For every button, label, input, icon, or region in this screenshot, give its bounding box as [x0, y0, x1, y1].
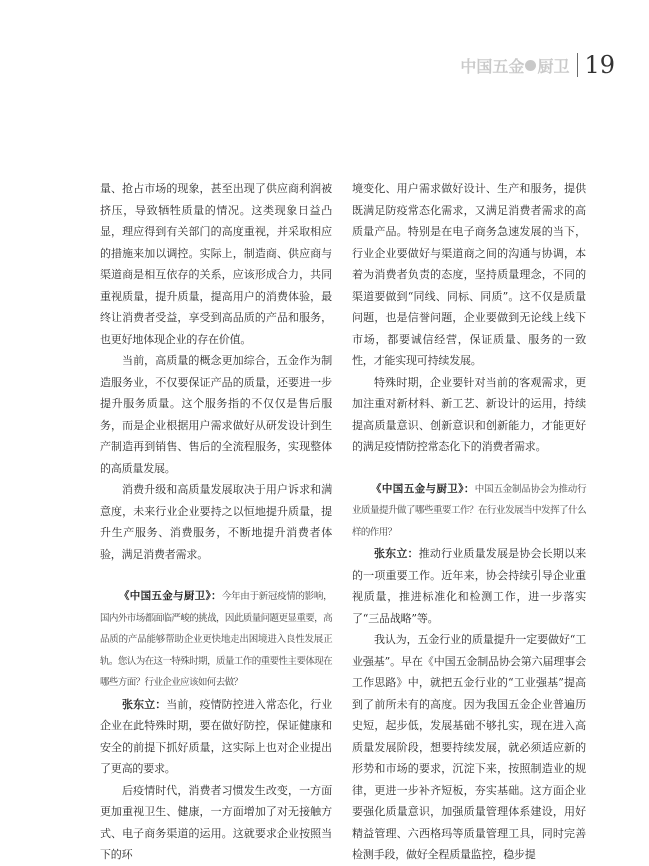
- left-column: [100, 178, 332, 866]
- answer-1: [100, 694, 332, 780]
- page-number: 19: [584, 51, 615, 79]
- logo-text-b: 厨卫: [537, 56, 570, 76]
- page-header: [460, 50, 615, 80]
- right-paragraph-2: 特殊时期，企业要针对当前的客观需求，更加注重对新材料、新工艺、新设计的运用，持续提高质量意识、创新意识和创新能力，才能更好的满足疫情防控常态化下的消费者需求。: [352, 375, 586, 453]
- right-paragraph-3: 我认为，五金行业的质量提升一定要做好“工业强基”。早在《中国五金制品协会第六届理事会工作思路》中，就把五金行业的“工业强基”提高到了前所未有的高度。因为我国五金企业普遍历史短，起步低，发展基础不够扎实，现在进入高质量发展阶段，想要持续发展，就必须适应新的形势和市场的要求，沉淀下来，按照制造业的规律，更进一步补齐短板，夯实基础。这方面企业要强化质量意识，加强质量管理体系建设，用好精益管理、六西格玛等质量管理工具，同时完善检测手段，做好全程质量监控，稳步提: [352, 633, 586, 861]
- question-1-label: 《中国五金与厨卫》：: [119, 590, 222, 602]
- answer-1-speaker: 张东立：: [122, 697, 167, 711]
- question-2: [352, 479, 586, 544]
- question-2-label: 《中国五金与厨卫》：: [371, 482, 475, 495]
- spacer: [352, 458, 586, 479]
- left-paragraph-1: 量、抢占市场的现象，甚至出现了供应商利润被挤压，导致牺牲质量的情况。这类现象日益凸显，理应得到有关部门的高度重视，并采取相应的措施来加以调控。实际上，制造商、供应商与渠道商是相互依存的关系，应该形成合力，共同重视质量，提升质量，提高用户的消费体验，最终让消费者受益，享受到高品质的产品和服务，也更好地体现企业的存在价值。: [100, 182, 332, 346]
- logo-text-a: 中国五金: [460, 56, 525, 76]
- header-divider: [577, 53, 578, 77]
- right-column: [352, 178, 586, 866]
- left-paragraph-4: 后疫情时代，消费者习惯发生改变，一方面更加重视卫生、健康，一方面增加了对无接触方式、电子商务渠道的运用。这就要求企业按照当下的环: [100, 783, 332, 861]
- left-paragraph-2: 当前，高质量的概念更加综合，五金作为制造服务业，不仅要保证产品的质量，还要进一步提升服务质量。这个服务指的不仅仅是售后服务，而是企业根据用户需求做好从研发设计到生产制造再到销售、售后的全流程服务，实现整体的高质量发展。: [100, 354, 332, 475]
- logo-dot-icon: [525, 60, 536, 71]
- question-1-text: 今年由于新冠疫情的影响，国内外市场都面临严峻的挑战，因此质量问题更显重要，高品质的产品能够帮助企业更快地走出困境进入良性发展正轨。您认为在这一特殊时期，质量工作的重要性主要体现在哪些方面？行业企业应该如何去做？: [100, 591, 333, 688]
- answer-1-text: 当前，疫情防控进入常态化，行业企业在此特殊时期，要在做好防控，保证健康和安全的前提下抓好质量，这实际上也对企业提出了更高的要求。: [100, 697, 332, 775]
- answer-2-speaker: 张东立：: [374, 547, 419, 560]
- magazine-logo: [460, 54, 569, 77]
- left-paragraph-3: 消费升级和高质量发展取决于用户诉求和满意度，未来行业企业要持之以恒地提升质量，提升生产服务、消费服务，不断地提升消费者体验，满足消费者需求。: [100, 483, 332, 561]
- right-paragraph-1: 境变化、用户需求做好设计、生产和服务，提供既满足防疫常态化需求，又满足消费者需求的高质量产品。特别是在电子商务急速发展的当下，行业企业要做好与渠道商之间的沟通与协调，本着为消费者负责的态度，坚持质量理念，不同的渠道要做到“同线、同标、同质”。这不仅是质量问题，也是信誉问题，企业要做到无论线上线下市场，都要诚信经营，保证质量、服务的一致性，才能实现可持续发展。: [352, 182, 586, 367]
- question-2-text: 中国五金制品协会为推动行业质量提升做了哪些重要工作？在行业发展当中发挥了什么样的作用？: [352, 483, 587, 538]
- question-1: [100, 586, 332, 694]
- answer-2: [352, 543, 586, 629]
- answer-2-text: 推动行业质量发展是协会长期以来的一项重要工作。近年来，协会持续引导企业重视质量，推进标准化和检测工作，进一步落实了“三品战略”等。: [352, 547, 587, 625]
- spacer: [100, 565, 332, 586]
